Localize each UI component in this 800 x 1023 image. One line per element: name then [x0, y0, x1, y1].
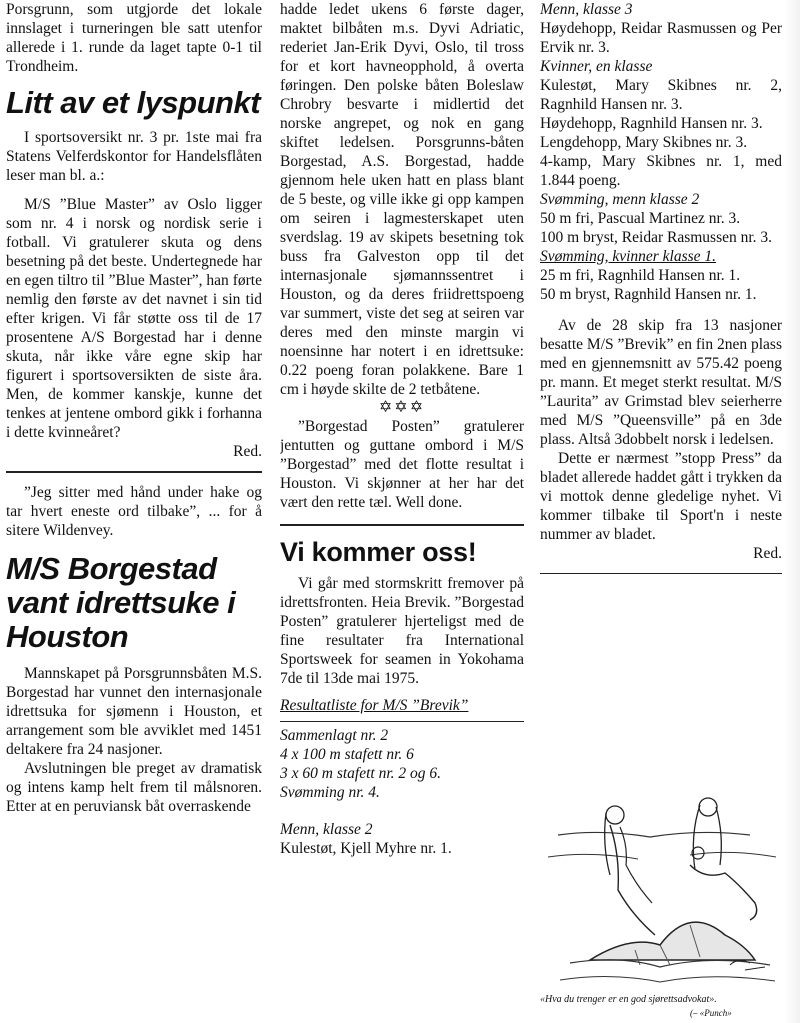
result-line: Høydehopp, Reidar Rasmussen og Per Ervik nr. 3.	[540, 20, 782, 56]
result-line: 4-kamp, Mary Skibnes nr. 1, med 1.844 poeng.	[540, 153, 782, 189]
result-line: Sammenlagt nr. 2	[280, 727, 389, 744]
bleed-through-edge	[784, 0, 800, 1023]
quote-paragraph: ”Jeg sitter med hånd under hake og tar hvert eneste ord tilbake”, ... for å sitere Wildenvey.	[6, 484, 262, 539]
cartoon-caption: «Hva du trenger er en god sjørettsadvokat».	[540, 994, 717, 1005]
paragraph: Vi går med stormskritt fremover på idrettsfronten. Heia Brevik. ”Borgestad Posten” gratulerer hjerteligst med de fine resultater fra International Sportsweek for seamen in Yokohama 7de til 13de mai 1975.	[280, 575, 524, 687]
section-head: Kvinner, en klasse	[540, 58, 653, 75]
paragraph: Av de 28 skip fra 13 nasjoner besatte M/S ”Brevik” en fin 2nen plass med en gjennemsnitt av 575.42 poeng pr. mann. Et meget sterkt resultat. M/S ”Laurita” av Grimstad blev seierherre med M/S ”Queensville” på en 3de plass. Altså 3dobbelt norsk i ledelsen.	[540, 317, 782, 448]
result-line: Kulestøt, Mary Skibnes nr. 2, Ragnhild Hansen nr. 3.	[540, 77, 782, 113]
results-title: Resultatliste for M/S ”Brevik”	[280, 697, 469, 714]
result-line: 4 x 100 m stafett nr. 6	[280, 746, 414, 763]
mermaid-cartoon	[540, 785, 788, 995]
column-1	[6, 0, 262, 1023]
paragraph: I sportsoversikt nr. 3 pr. 1ste mai fra Statens Velferdskontor for Handelsflåten leser man bl. a.:	[6, 129, 262, 184]
result-line: 50 m bryst, Ragnhild Hansen nr. 1.	[540, 286, 757, 303]
headline-lyspunkt: Litt av et lyspunkt	[6, 85, 261, 120]
paragraph: Dette er nærmest ”stopp Press” da bladet allerede haddet gått i trykken da vi mottok denne gledelige nyhet. Vi kommer tilbake til Sport'n i neste nummer av bladet.	[540, 450, 782, 543]
section-head: Svømming, kvinner klasse 1.	[540, 248, 717, 265]
result-line: 100 m bryst, Reidar Rasmussen nr. 3.	[540, 229, 773, 246]
paragraph: Mannskapet på Porsgrunnsbåten M.S. Borgestad har vunnet den internasjonale idrettsuka for sjømenn i Houston, et arrangement som ble avviklet med 1451 deltakere fra 24 nasjoner.	[6, 665, 262, 758]
intro-paragraph: Porsgrunn, som utgjorde det lokale innslaget i turneringen ble satt utenfor allerede i 1. runde da laget tapte 0-1 til Trondheim.	[6, 1, 262, 75]
paragraph: ”Borgestad Posten” gratulerer jentutten og guttane ombord i M/S ”Borgestad” med det flotte resultat i Houston. Vi skjønner at her har det vært den rette tæl. Well done.	[280, 418, 524, 511]
paragraph: hadde ledet ukens 6 første dager, maktet bilbåten m.s. Dyvi Adriatic, rederiet Jan-Erik Dyvi, Oslo, til tross for et kort havneopphold, å overta føringen. Den polske båten Boleslaw Chrobry besvarte i midlertid det norske angrepet, og nok en gang skiftet ledelsen. Porsgrunns-båten Borgestad, A.S. Borgestad, hadde gjennom hele uken hatt en plass blant de 5 beste, og ville ikke gi opp kampen om seiren i lagmesterskapet uten sverdslag. 19 av skipets besetning tok buss fra Galveston opp til det internasjonale sjømannssentret i Houston, og da deres friidrettspoeng var summert, viste det seg at seiren var deres med den minste margin vi noensinne har notert i en idrettsuke: 0.22 poeng foran polakkene. Bare 1 cm i høyde skilte de 2 tetbåtene.	[280, 1, 524, 398]
result-line: Høydehopp, Ragnhild Hansen nr. 3.	[540, 115, 763, 132]
signature: Red.	[233, 443, 262, 460]
headline-vi-kommer-oss: Vi kommer oss!	[280, 537, 477, 567]
section-head: Svømming, menn klasse 2	[540, 191, 700, 208]
result-line: 25 m fri, Ragnhild Hansen nr. 1.	[540, 267, 741, 284]
result-line: 50 m fri, Pascual Martinez nr. 3.	[540, 210, 741, 227]
paragraph: Avslutningen ble preget av dramatisk og intens kamp helt frem til målsnoren. Etter at en peruviansk båt overraskende	[6, 760, 262, 815]
result-line: Kulestøt, Kjell Myhre nr. 1.	[280, 840, 452, 857]
headline-borgestad: M/S Borgestad vant idrettsuke i Houston	[6, 551, 236, 654]
result-line: Lengdehopp, Mary Skibnes nr. 3.	[540, 134, 748, 151]
signature: Red.	[753, 545, 782, 562]
result-line: Svømming nr. 4.	[280, 784, 380, 801]
cartoon-source: (– «Punch»	[690, 1008, 732, 1018]
result-line: 3 x 60 m stafett nr. 2 og 6.	[280, 765, 442, 782]
section-head: Menn, klasse 2	[280, 821, 373, 838]
column-2	[280, 0, 524, 1023]
star-ornament: ✡✡✡	[378, 399, 426, 416]
divider	[540, 573, 782, 574]
section-head: Menn, klasse 3	[540, 1, 633, 18]
paragraph: M/S ”Blue Master” av Oslo ligger som nr. 4 i norsk og nordisk serie i fotball. Vi gratulerer skuta og dens besetning på det beste. Undertegnede har en egen tiltro til ”Blue Master”, han førte nemlig den første av det navnet i sin tid efter krigen. Vi får støtte oss til de 17 prosentene A/S Borgestad har i denne skuta, når ikke våre egne skip har figurert i sportsoversikten de siste åra. Men, de kommer kanskje, kunne det tenkes at jentene ombord gikk i forhanna i dette kvinneåret?	[6, 196, 262, 441]
